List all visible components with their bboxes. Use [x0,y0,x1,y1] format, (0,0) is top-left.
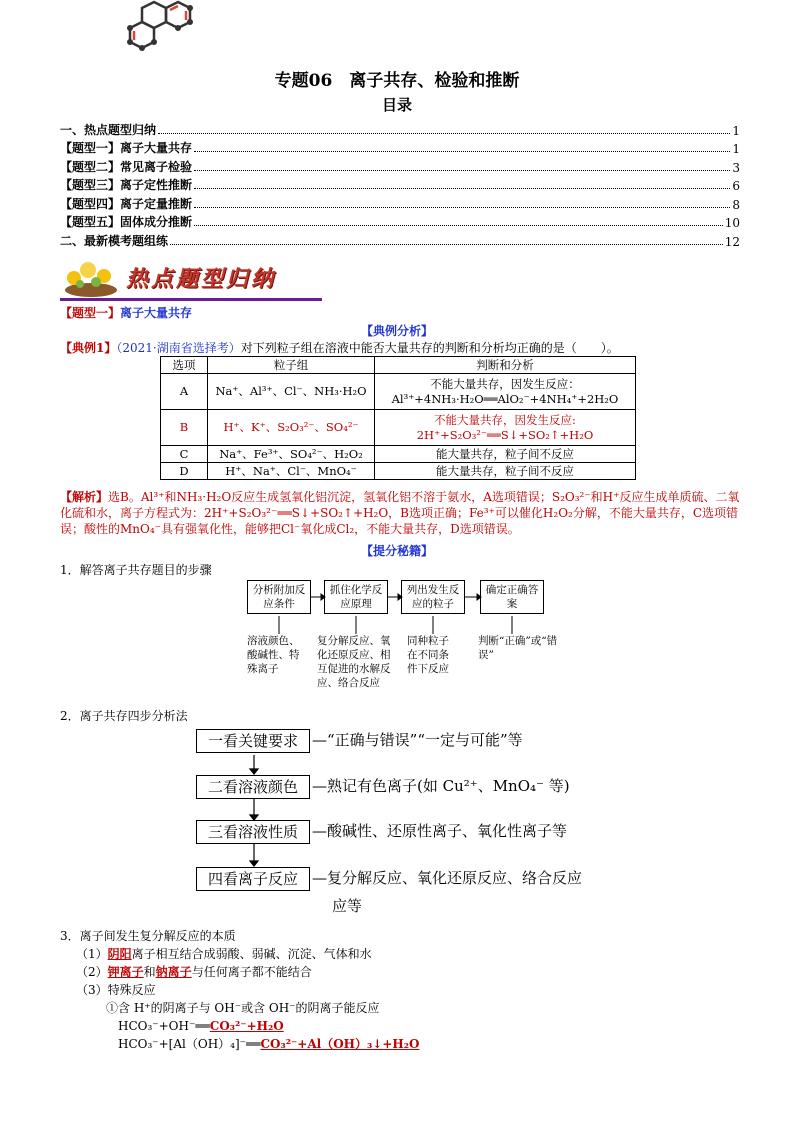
section-tag: 【题型一】离子大量共存 [60,306,193,320]
step-text: —“正确与错误”“一定与可能”等 [312,731,523,749]
molecule-logo-icon [120,0,200,58]
toc-entry[interactable]: 【题型三】离子定性推断 6 [60,178,740,193]
point3-item: （2）钾离子和钠离子与任何离子都不能结合 [76,965,312,979]
tips-heading: 【提分秘籍】 [360,544,433,558]
example-question: 【典例1】（2021·湖南省选择考）对下列粒子组在溶液中能否大量共存的判断和分析均正确的是（ ）。 [60,341,619,355]
flow-note: 判断“正确”或“错误” [478,635,558,661]
flow-box: 列出发生反应的粒子 [401,580,465,614]
flower-basket-icon [60,256,122,298]
banner-title: 热点题型归纳 [126,266,277,292]
point3-sub: ①含 H⁺的阴离子与 OH⁻或含 OH⁻的阴离子能反应 [106,1001,380,1015]
example-heading: 【典例分析】 [360,324,433,338]
toc-entry[interactable]: 一、热点题型归纳 1 [60,122,740,138]
step-text: —酸碱性、还原性离子、氧化性离子等 [312,822,568,840]
step-box: 三看溶液性质 [196,820,310,844]
point3-item: （1）阴阳离子相互结合成弱酸、弱碱、沉淀、气体和水 [76,947,372,961]
flow-arrows [247,580,547,640]
toc-entry[interactable]: 【题型五】固体成分推断 10 [60,215,740,230]
step-box: 二看溶液颜色 [196,775,310,799]
point3-item: （3）特殊反应 [76,983,156,997]
point2-title: 2．离子共存四步分析法 [60,709,188,723]
page-title: 专题06 离子共存、检验和推断 [274,71,520,91]
table-row: B H⁺、K⁺、S₂O₃²⁻、SO₄²⁻ 不能大量共存，因发生反应: 2H⁺+S₂O₃²⁻══S↓+SO₂↑+H₂O [161,410,636,446]
equation: HCO₃⁻+OH⁻══CO₃²⁻+H₂O [118,1019,284,1033]
table-of-contents [60,119,740,249]
flow-note: 同种粒子在不同条件下反应 [407,635,449,675]
options-table [160,356,636,480]
step-text: —熟记有色离子(如 Cu²⁺、MnO₄⁻ 等) [312,777,570,795]
toc-entry[interactable]: 【题型四】离子定量推断 8 [60,196,740,212]
point1-title: 1．解答离子共存题目的步骤 [60,563,212,577]
banner-underline [60,298,322,301]
table-row: C Na⁺、Fe³⁺、SO₄²⁻、H₂O₂ 能大量共存，粒子间不反应 [161,446,636,463]
flow-box: 抓住化学反应原理 [324,580,388,614]
flow-box: 确定正确答案 [480,580,544,614]
step-arrows [196,755,316,870]
toc-entry[interactable]: 二、最新模考题组练 12 [60,233,740,249]
table-header: 选项 [161,357,208,374]
step-text: —复分解反应、氧化还原反应、络合反应 [312,869,583,887]
equation: HCO₃⁻+[Al（OH）₄]⁻══CO₃²⁻+Al（OH）₃↓+H₂O [118,1037,420,1051]
analysis-paragraph: 【解析】选B。Al³⁺和NH₃·H₂O反应生成氢氧化铝沉淀，氢氧化铝不溶于氨水，A选项错误；S₂O₃²⁻和H⁺反应生成单质硫、二氧化硫和水，离子方程式为：2H⁺+S₂O₃²⁻══S↓+SO₂↑+H₂O，B选项正确；Fe³⁺可以催化H₂O₂分解，不能大量共存，C选项错误；酸性的MnO₄⁻具有强氧化性，能够把Cl⁻氧化成Cl₂，不能大量共存，D选项错误。 [60,490,740,536]
table-row: A Na⁺、Al³⁺、Cl⁻、NH₃·H₂O 不能大量共存，因发生反应：Al³⁺+4NH₃·H₂O══AlO₂⁻+4NH₄⁺+2H₂O [161,374,636,410]
step-box: 四看离子反应 [196,867,310,891]
flow-note: 溶液颜色、酸碱性、特殊离子 [247,635,300,675]
toc-entry[interactable]: 【题型二】常见离子检验 3 [60,159,740,175]
point3-title: 3．离子间发生复分解反应的本质 [60,929,236,943]
step-text-wrap: 应等 [332,897,363,915]
section-banner [60,256,322,304]
flow-note: 复分解反应、氧化还原反应、相互促进的水解反应、络合反应 [317,635,391,689]
table-header: 判断和分析 [375,357,636,374]
table-row: D H⁺、Na⁺、Cl⁻、MnO₄⁻ 能大量共存，粒子间不反应 [161,463,636,480]
step-box: 一看关键要求 [196,729,310,753]
table-header: 粒子组 [208,357,375,374]
toc-entry[interactable]: 【题型一】离子大量共存 1 [60,141,740,156]
flow-box: 分析附加反应条件 [247,580,311,614]
toc-title: 目录 [381,96,412,114]
